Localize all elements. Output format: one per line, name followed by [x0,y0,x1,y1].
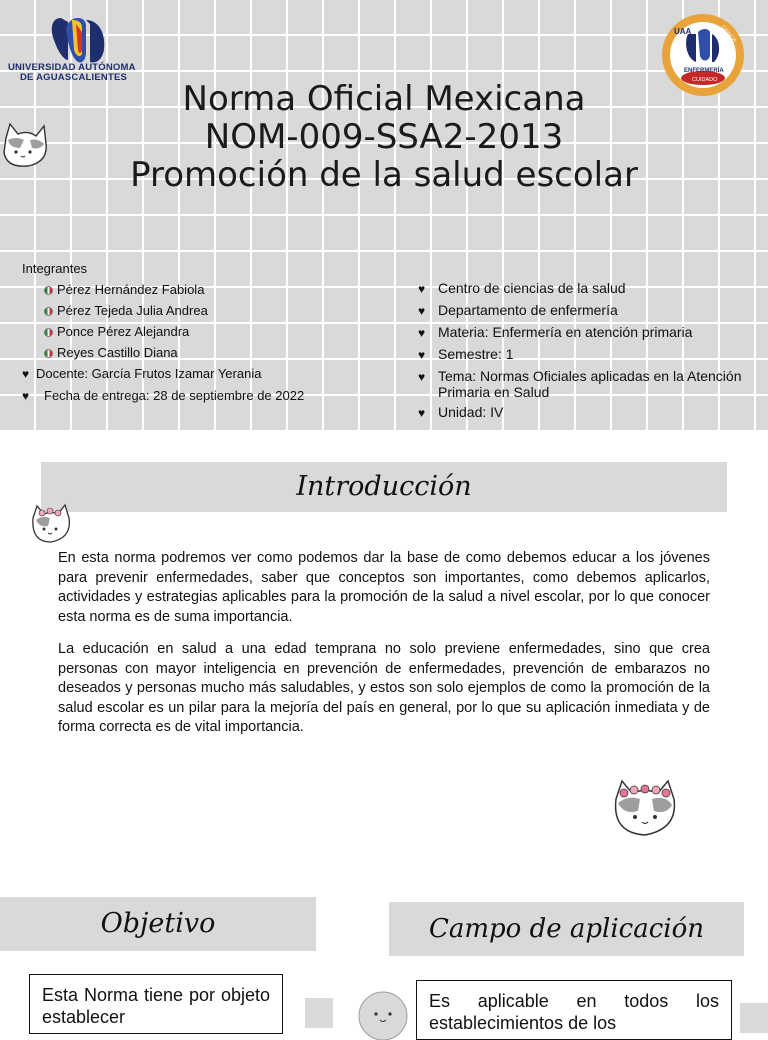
seal-label-enfermeria: ENFERMERÍA [684,68,724,74]
list-item [22,342,334,363]
mexico-flag-bullet-icon [44,349,53,358]
smiley-blob-icon [356,986,410,1040]
decorative-block [740,1003,768,1033]
member-name: Pérez Hernández Fabiola [57,282,205,297]
intro-paragraph-2: La educación en salud a una edad temprana no solo previene enfermedades, sino que crea personas con mayor inteligencia en prevención de enfermedades, prevención de embarazos no deseados y personas mucho más saludables, y estos son solo ejemplos de como la promoción de la salud escolar es un pilar para la mejoría del país en general, por lo que su aplicación inmediata y de forma correcta es de vital importancia. [58,641,710,735]
mexico-flag-bullet-icon [44,307,53,316]
detail-text: Departamento de enfermería [438,302,618,318]
member-name: Pérez Tejeda Julia Andrea [57,303,208,318]
course-details-list [418,280,748,426]
presentation-title [0,80,768,194]
list-item [22,300,334,321]
heart-bullet-icon: ♥ [418,370,426,384]
list-item [418,302,748,320]
heart-bullet-icon: ♥ [418,304,426,318]
list-item [22,321,334,342]
heart-bullet-icon: ♥ [418,326,426,340]
detail-text: Unidad: IV [438,404,504,420]
heart-bullet-icon: ♥ [418,406,426,420]
intro-paragraph-1: En esta norma podremos ver como podemos dar la base de como debemos educar a los jóvenes para prevenir enfermedades, saber que conceptos son importantes, como debemos aplicarlos, actividades y estrategias aplicables para la promoción de la salud a nivel escolar, por lo que conocer esta norma es de suma importancia. [58,550,710,625]
logo-text-line: UNIVERSIDAD AUTÓNOMA [8,62,136,73]
title-slide [0,0,768,432]
member-name: Ponce Pérez Alejandra [57,324,190,339]
introduction-slide [0,432,768,868]
objetivo-heading: Objetivo [0,897,316,951]
heart-bullet-icon: ♥ [22,389,30,403]
list-item [418,280,748,298]
detail-text: Centro de ciencias de la salud [438,280,626,296]
cat-sticker-icon [0,118,48,172]
docente-item [22,363,334,385]
list-item [22,279,334,300]
logo-text-line: DE AGUASCALIENTES [20,72,128,83]
title-line-2: NOM-009-SSA2-2013 [204,117,564,157]
integrantes-label: Integrantes [22,261,88,276]
title-line-3: Promoción de la salud escolar [130,155,638,195]
cat-flower-sticker-icon [28,502,74,546]
list-item [418,346,748,364]
objetivo-text-box: Esta Norma tiene por objeto establecer [29,974,283,1034]
fecha-text: Fecha de entrega: 28 de septiembre de 2022 [44,388,305,403]
heart-bullet-icon: ♥ [418,282,426,296]
docente-text: Docente: García Frutos Izamar Yerania [36,366,262,381]
cat-flower-crown-sticker-icon [610,777,680,839]
introduction-heading: Introducción [41,462,727,512]
seal-label-cuidado: CUIDADO [692,77,718,83]
seal-label-ciencia: CIENCIA [719,24,738,44]
mexico-flag-bullet-icon [44,328,53,337]
heart-bullet-icon: ♥ [22,367,30,381]
objective-slide [0,868,768,1033]
integrantes-list [22,258,334,403]
mexico-flag-bullet-icon [44,286,53,295]
detail-text: Tema: Normas Oficiales aplicadas en la Atención Primaria en Salud [438,368,742,400]
title-line-1: Norma Oficial Mexicana [182,79,586,119]
campo-aplicacion-heading: Campo de aplicación [389,902,744,956]
heart-bullet-icon: ♥ [418,348,426,362]
list-item [418,404,748,422]
detail-text: Materia: Enfermería en atención primaria [438,324,693,340]
member-name: Reyes Castillo Diana [57,345,178,360]
list-item [418,368,748,400]
seal-label-uaa: UAA [674,27,692,36]
detail-text: Semestre: 1 [438,346,514,362]
fecha-item [22,389,334,403]
campo-aplicacion-text-box: Es aplicable en todos los establecimientos de los [416,980,732,1040]
list-item [418,324,748,342]
